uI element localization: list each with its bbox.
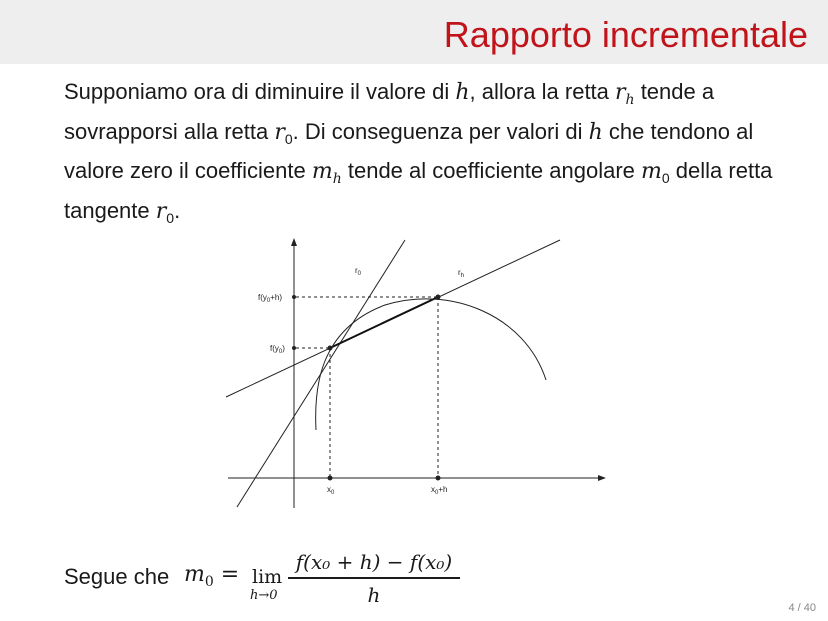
var-r: r: [274, 120, 285, 145]
label-x0h: $x_0+h$: [431, 485, 448, 496]
point-fy0-axis: [292, 346, 296, 350]
formula-lead-text: Segue che: [64, 564, 170, 589]
text: che tendono al valore zero il coefficiente: [64, 119, 754, 183]
function-curve: [316, 299, 546, 430]
subscript: h: [625, 92, 635, 108]
var-m: m: [641, 159, 662, 184]
var-h: h: [588, 120, 603, 145]
label-r0: $r_0$: [355, 266, 362, 277]
text: , allora la retta: [469, 79, 616, 104]
slide-title: Rapporto incrementale: [443, 14, 808, 55]
point-secant: [436, 295, 441, 300]
point-fy0h-axis: [292, 295, 296, 299]
text: della retta tangente: [64, 158, 773, 223]
formula-lim-subscript: h→0: [250, 588, 278, 603]
text: tende a sovrapporsi alla retta: [64, 79, 715, 144]
secant-segment: [330, 297, 438, 348]
formula-lhs: $m_0$ =: [184, 562, 240, 590]
text: .: [174, 198, 181, 223]
text: tende al coefficiente angolare: [341, 158, 642, 183]
subscript: h: [332, 171, 342, 187]
text: . Di conseguenza per valori di: [292, 119, 589, 144]
formula-numerator: f(x₀ + h) − f(x₀): [295, 550, 453, 574]
x-axis-arrow: [598, 475, 606, 481]
point-x0h-axis: [436, 476, 441, 481]
var-r: r: [155, 199, 167, 224]
text: Supponiamo ora di diminuire il valore di: [64, 79, 456, 104]
y-axis-arrow: [291, 238, 297, 246]
label-rh: $r_h$: [458, 268, 465, 279]
label-fy0: $f(y_0)$: [270, 344, 285, 355]
page-number: 4 / 40: [788, 602, 816, 614]
fraction-bar: [288, 577, 460, 579]
limit-formula: [64, 550, 484, 610]
point-x0-axis: [328, 476, 333, 481]
formula-lim: lim: [252, 566, 283, 588]
var-h: h: [455, 80, 470, 105]
label-fy0h: $f(y_0+h)$: [258, 293, 283, 304]
point-tangency: [328, 346, 333, 351]
label-x0: $x_0$: [327, 485, 335, 496]
formula-denominator: h: [367, 583, 381, 607]
var-r: r: [615, 80, 626, 105]
subscript: 0: [284, 131, 293, 147]
subscript: 0: [166, 210, 175, 226]
subscript: 0: [661, 170, 670, 186]
var-m: m: [311, 159, 333, 184]
